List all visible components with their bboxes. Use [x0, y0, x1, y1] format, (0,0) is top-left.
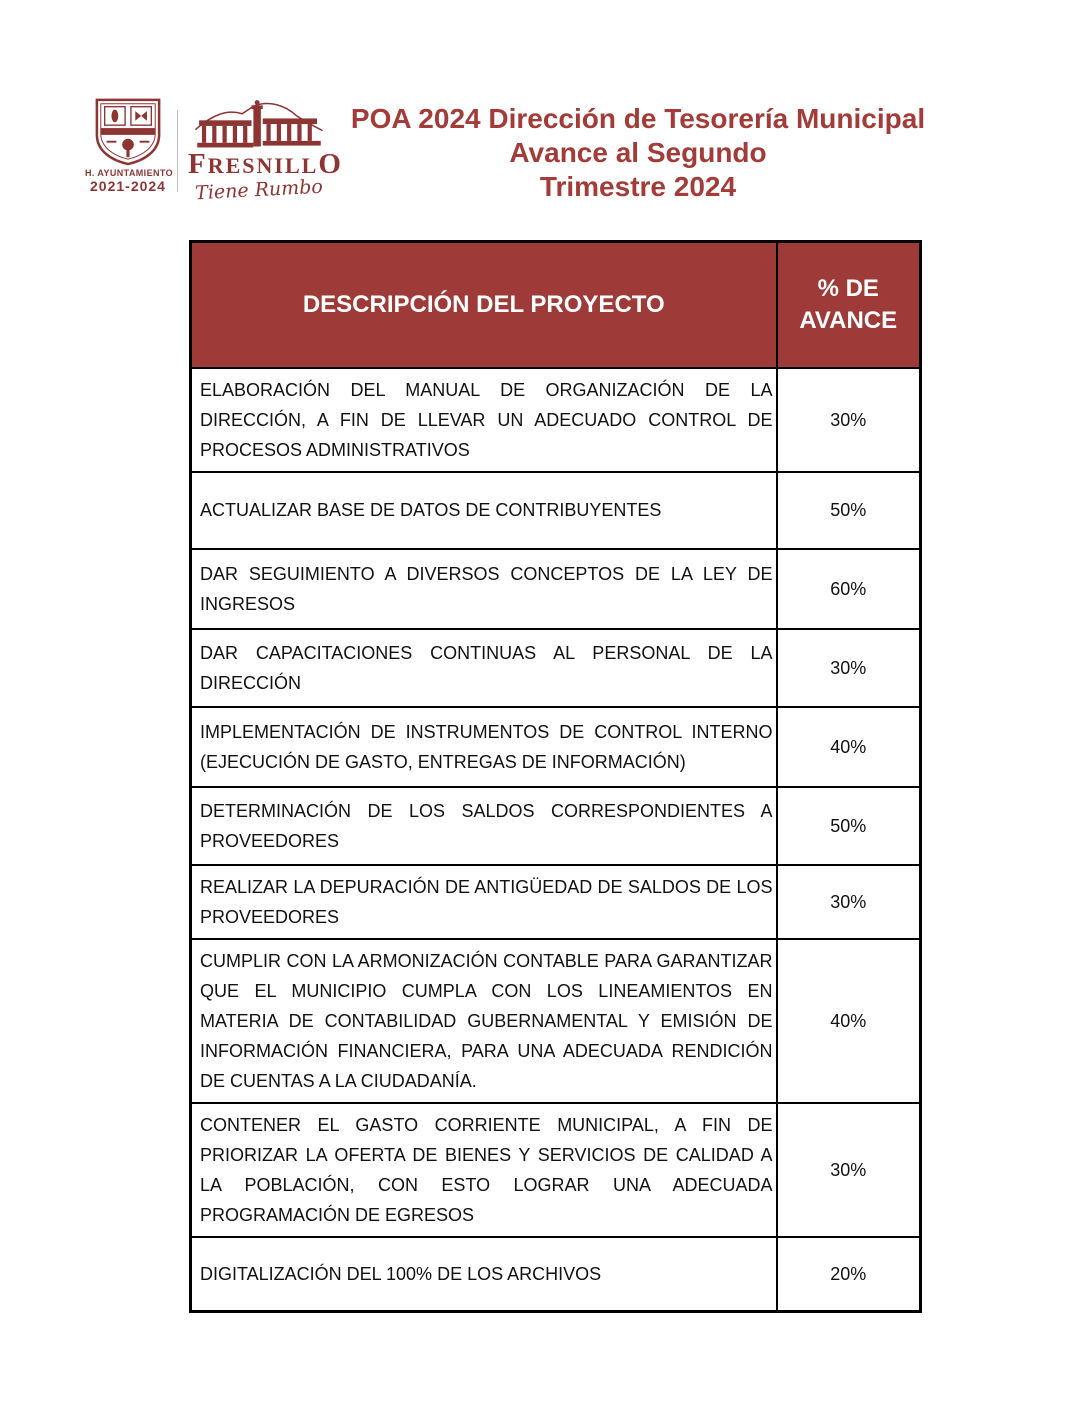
- project-description-cell: DIGITALIZACIÓN DEL 100% DE LOS ARCHIVOS: [191, 1237, 777, 1312]
- table-row: [191, 472, 921, 549]
- column-header-descripcion: DESCRIPCIÓN DEL PROYECTO: [191, 242, 777, 368]
- table-row: [191, 549, 921, 629]
- crest-caption: H. AYUNTAMIENTO: [85, 168, 174, 178]
- project-description-cell: DAR CAPACITACIONES CONTINUAS AL PERSONAL DE LA DIRECCIÓN: [191, 629, 777, 707]
- table-row: [191, 865, 921, 939]
- fresnillo-monument-icon: [189, 96, 329, 154]
- project-description-cell: CONTENER EL GASTO CORRIENTE MUNICIPAL, A FIN DE PRIORIZAR LA OFERTA DE BIENES Y SERVICIOS DE CALIDAD A LA POBLACIÓN, CON ESTO LOGRAR UNA ADECUADA PROGRAMACIÓN DE EGRESOS: [191, 1103, 777, 1237]
- project-description-cell: DAR SEGUIMIENTO A DIVERSOS CONCEPTOS DE LA LEY DE INGRESOS: [191, 549, 777, 629]
- title-line-2: Avance al Segundo: [509, 137, 767, 168]
- project-table-body: [191, 368, 921, 1312]
- logo-cluster: [85, 96, 343, 205]
- project-description-cell: ELABORACIÓN DEL MANUAL DE ORGANIZACIÓN DE LA DIRECCIÓN, A FIN DE LLEVAR UN ADECUADO CONTROL DE PROCESOS ADMINISTRATIVOS: [191, 368, 777, 472]
- avance-value-cell: 40%: [777, 707, 921, 787]
- project-description-cell: CUMPLIR CON LA ARMONIZACIÓN CONTABLE PARA GARANTIZAR QUE EL MUNICIPIO CUMPLA CON LOS LINEAMIENTOS EN MATERIA DE CONTABILIDAD GUBERNAMENTAL Y EMISIÓN DE INFORMACIÓN FINANCIERA, PARA UNA ADECUADA RENDICIÓN DE CUENTAS A LA CIUDADANÍA.: [191, 939, 777, 1103]
- page-title: [330, 102, 946, 204]
- fresnillo-logo: [188, 96, 343, 205]
- title-line-3: Trimestre 2024: [539, 171, 737, 202]
- fresnillo-tagline: Tiene Rumbo: [194, 175, 324, 205]
- logo-divider: [177, 110, 178, 192]
- table-row: [191, 1103, 921, 1237]
- crest-shield-icon: [91, 96, 165, 166]
- avance-value-cell: 60%: [777, 549, 921, 629]
- project-description-cell: ACTUALIZAR BASE DE DATOS DE CONTRIBUYENTES: [191, 472, 777, 549]
- table-row: [191, 939, 921, 1103]
- avance-value-cell: 40%: [777, 939, 921, 1103]
- table-row: [191, 629, 921, 707]
- avance-value-cell: 30%: [777, 629, 921, 707]
- projects-table: [189, 240, 922, 1313]
- project-description-cell: DETERMINACIÓN DE LOS SALDOS CORRESPONDIENTES A PROVEEDORES: [191, 787, 777, 865]
- table-row: [191, 707, 921, 787]
- table-header-row: [191, 242, 921, 368]
- title-line-1: POA 2024 Dirección de Tesorería Municipal: [350, 103, 926, 134]
- table-row: [191, 368, 921, 472]
- avance-value-cell: 30%: [777, 368, 921, 472]
- avance-value-cell: 30%: [777, 865, 921, 939]
- document-header: [0, 0, 1088, 240]
- column-header-avance: % DE AVANCE: [777, 242, 921, 368]
- avance-value-cell: 50%: [777, 472, 921, 549]
- avance-value-cell: 30%: [777, 1103, 921, 1237]
- ayuntamiento-crest-logo: [85, 96, 174, 194]
- project-description-cell: IMPLEMENTACIÓN DE INSTRUMENTOS DE CONTROL INTERNO (EJECUCIÓN DE GASTO, ENTREGAS DE INFORMACIÓN): [191, 707, 777, 787]
- table-row: [191, 1237, 921, 1312]
- avance-value-cell: 50%: [777, 787, 921, 865]
- project-description-cell: REALIZAR LA DEPURACIÓN DE ANTIGÜEDAD DE SALDOS DE LOS PROVEEDORES: [191, 865, 777, 939]
- fresnillo-wordmark: FRESNILLO: [188, 148, 343, 180]
- crest-years: 2021-2024: [90, 178, 166, 194]
- avance-value-cell: 20%: [777, 1237, 921, 1312]
- table-row: [191, 787, 921, 865]
